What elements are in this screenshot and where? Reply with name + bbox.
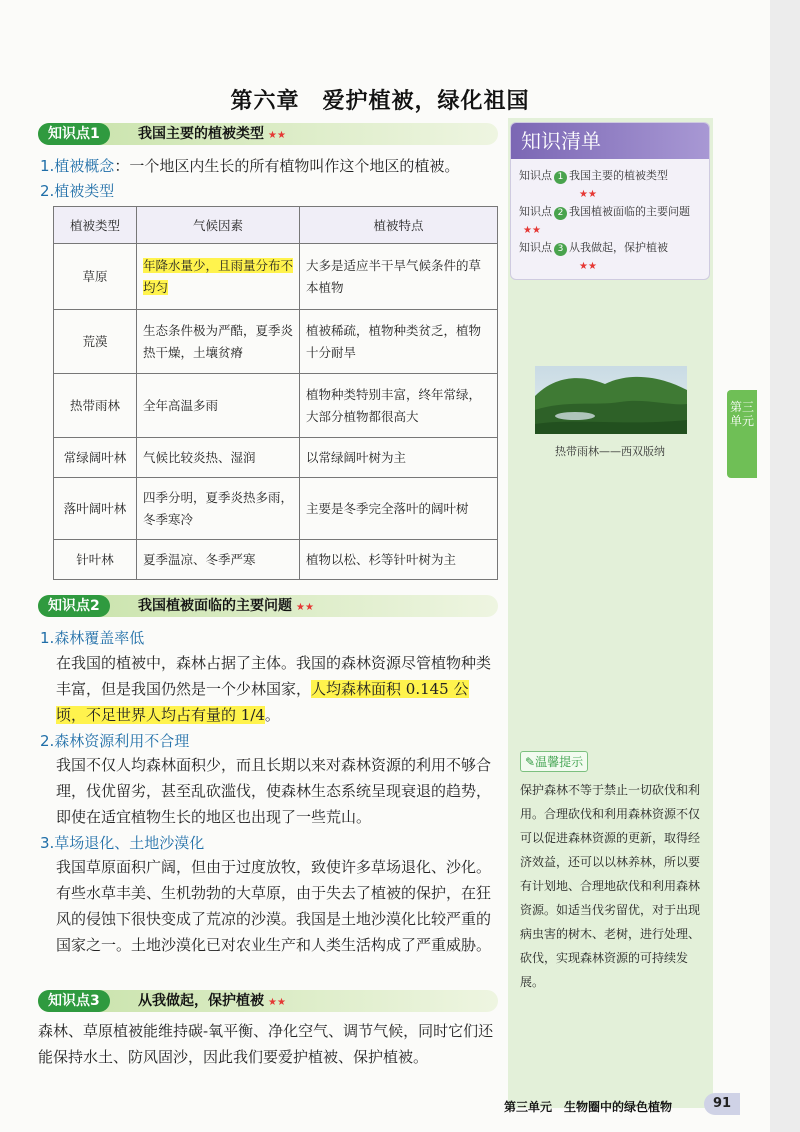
tip-title: 温馨提示 (535, 755, 584, 769)
kl-number: 1 (554, 171, 567, 184)
table-cell: 植物以松、杉等针叶树为主 (300, 540, 498, 580)
kl-text: 从我做起，保护植被 (569, 241, 668, 254)
forest-resource-heading: 2.森林资源利用不合理 (40, 732, 190, 750)
kl-number: 3 (554, 243, 567, 256)
kp2-badge: 知识点2 (38, 595, 110, 617)
knowledge-list-box (510, 122, 710, 280)
table-cell: 大多是适应半干旱气候条件的草本植物 (300, 244, 498, 310)
kp1-badge: 知识点1 (38, 123, 110, 145)
kl-stars: ★★ (579, 261, 597, 272)
knowledge-point-3-header (38, 990, 498, 1012)
vegetation-concept (40, 155, 459, 176)
knowledge-list-title: 知识清单 (511, 123, 709, 159)
table-cell: 落叶阔叶林 (54, 478, 137, 540)
vegetation-types-heading: 2.植被类型 (40, 182, 115, 200)
protect-vegetation-paragraph: 森林、草原植被能维持碳-氧平衡、净化空气、调节气候，同时它们还能保持水土、防风固沙，因此我们要爱护植被、保护植被。 (38, 1022, 494, 1066)
kl-text: 我国植被面临的主要问题 (569, 205, 690, 218)
photo-caption: 热带雨林——西双版纳 (555, 445, 665, 458)
table-cell: 针叶林 (54, 540, 137, 580)
paragraph-text: 在我国的植被中，森林占据了主体。我国的森林资源尽管植物种类丰富，但是我国仍然是一个少林国家， (56, 654, 492, 698)
highlight: 人均森林面积 0.145 公顷，不足世界人均占有量的 1/4 (56, 680, 469, 724)
tip-body: 保护森林不等于禁止一切砍伐和利用。合理砍伐和利用森林资源不仅可以促进森林资源的更新，取得经济效益，还可以以林养林，所以要有计划地、合理地砍伐和利用森林资源。如适当伐劣留优，对于出现病虫害的树木、老树，进行处理、砍伐，实现森林资源的可持续发展。 (520, 783, 701, 989)
kp2-title: 我国植被面临的主要问题 (138, 598, 292, 614)
vegetation-concept-text: ：一个地区内生长的所有植物叫作这个地区的植被。 (114, 157, 460, 175)
page-number: 91 (704, 1093, 740, 1115)
table-cell: 气候比较炎热、湿润 (137, 438, 300, 478)
lightbulb-icon: ✎ (525, 755, 536, 769)
unit-side-tab: 第三单元 (727, 390, 757, 478)
table-cell: 常绿阔叶林 (54, 438, 137, 478)
knowledge-list-item (519, 167, 705, 204)
table-cell: 以常绿阔叶树为主 (300, 438, 498, 478)
kp3-title: 从我做起，保护植被 (138, 993, 264, 1009)
table-header-cell: 植被类型 (54, 207, 137, 244)
table-header-cell: 植被特点 (300, 207, 498, 244)
kl-prefix: 知识点 (519, 241, 552, 254)
table-header-cell: 气候因素 (137, 207, 300, 244)
tip-header (520, 751, 588, 772)
footer-unit-title: 第三单元 生物圈中的绿色植物 (504, 1100, 673, 1114)
vegetation-concept-heading: 1.植被概念 (40, 157, 115, 175)
kl-stars: ★★ (579, 189, 597, 200)
table-row (54, 374, 498, 438)
kl-stars: ★★ (523, 225, 541, 236)
highlight: 年降水量少，且雨量分布不均匀 (143, 257, 294, 295)
table-cell: 夏季温凉、冬季严寒 (137, 540, 300, 580)
knowledge-list-item (519, 203, 705, 240)
kp1-stars: ★★ (268, 130, 286, 141)
table-cell: 生态条件极为严酷，夏季炎热干燥，土壤贫瘠 (137, 310, 300, 374)
table-row (54, 438, 498, 478)
table-cell: 主要是冬季完全落叶的阔叶树 (300, 478, 498, 540)
kl-prefix: 知识点 (519, 169, 552, 182)
knowledge-point-1-header (38, 123, 498, 145)
chapter-title: 第六章 爱护植被，绿化祖国 (230, 89, 530, 114)
vegetation-table (53, 206, 498, 580)
table-row (54, 310, 498, 374)
table-cell: 热带雨林 (54, 374, 137, 438)
table-cell (137, 244, 300, 310)
table-header-row (54, 207, 498, 244)
table-cell: 草原 (54, 244, 137, 310)
table-row (54, 478, 498, 540)
forest-coverage-heading: 1.森林覆盖率低 (40, 629, 145, 647)
grassland-heading: 3.草场退化、土地沙漠化 (40, 834, 205, 852)
table-row (54, 244, 498, 310)
table-row (54, 540, 498, 580)
table-cell: 植被稀疏，植物种类贫乏，植物十分耐旱 (300, 310, 498, 374)
paragraph-text: 。 (264, 706, 280, 724)
kp3-stars: ★★ (268, 997, 286, 1008)
grassland-paragraph: 我国草原面积广阔，但由于过度放牧，致使许多草场退化、沙化。有些水草丰美、生机勃勃的大草原，由于失去了植被的保护，在狂风的侵蚀下很快变成了荒凉的沙漠。我国是土地沙漠化比较严重的国家之一。土地沙漠化已对农业生产和人类生活构成了严重威胁。 (56, 858, 492, 954)
kp2-stars: ★★ (296, 602, 314, 613)
table-cell: 荒漠 (54, 310, 137, 374)
forest-coverage-paragraph (56, 650, 498, 728)
kl-text: 我国主要的植被类型 (569, 169, 668, 182)
rainforest-photo (535, 366, 687, 434)
table-cell: 四季分明，夏季炎热多雨，冬季寒冷 (137, 478, 300, 540)
table-cell: 全年高温多雨 (137, 374, 300, 438)
knowledge-point-2-header (38, 595, 498, 617)
kp1-title: 我国主要的植被类型 (138, 126, 264, 142)
table-cell: 植物种类特别丰富，终年常绿，大部分植物都很高大 (300, 374, 498, 438)
knowledge-list-item (519, 239, 705, 276)
forest-resource-paragraph: 我国不仅人均森林面积少，而且长期以来对森林资源的利用不够合理，伐优留劣，甚至乱砍滥伐，使森林生态系统呈现衰退的趋势，即使在适宜植物生长的地区也出现了一些荒山。 (56, 756, 492, 826)
kp3-badge: 知识点3 (38, 990, 110, 1012)
kl-prefix: 知识点 (519, 205, 552, 218)
kl-number: 2 (554, 207, 567, 220)
page-edge (770, 0, 800, 1132)
